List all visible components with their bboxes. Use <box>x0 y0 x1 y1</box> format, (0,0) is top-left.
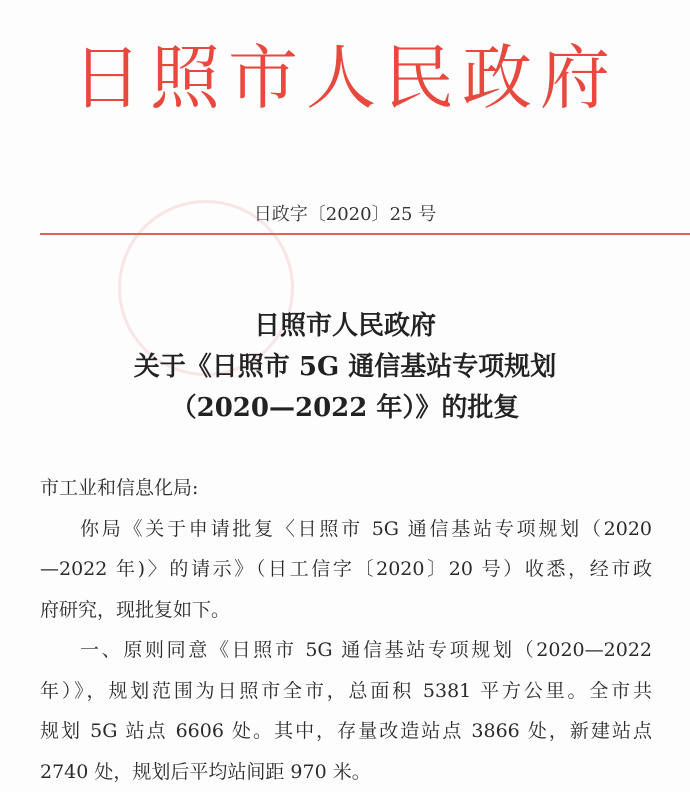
paragraph-1-line: 府研究，现批复如下。 <box>40 590 652 631</box>
paragraph-2-line: 年）》，规划范围为日照市全市，总面积 5381 平方公里。全市共 <box>40 671 652 712</box>
document-body <box>40 468 652 792</box>
paragraph-1-line: —2022 年)〉的请示》（日工信字〔2020〕20 号）收悉，经市政 <box>40 549 652 590</box>
document-title <box>0 306 690 429</box>
paragraph-2-line: 规划 5G 站点 6606 处。其中，存量改造站点 3866 处，新建站点 <box>40 711 652 752</box>
paragraph-1-line: 你局《关于申请批复〈日照市 5G 通信基站专项规划（2020 <box>40 509 652 550</box>
title-line-3: （2020—2022 年）》的批复 <box>0 388 690 429</box>
paragraph-2-line: 2740 处，规划后平均站间距 970 米。 <box>40 752 652 792</box>
document-number: 日政字〔2020〕25 号 <box>0 200 690 226</box>
masthead: 日照市人民政府 <box>0 28 690 128</box>
title-line-1: 日照市人民政府 <box>0 306 690 347</box>
title-line-2: 关于《日照市 5G 通信基站专项规划 <box>0 347 690 388</box>
paragraph-2-line: 一、原则同意《日照市 5G 通信基站专项规划（2020—2022 <box>40 630 652 671</box>
addressee: 市工业和信息化局: <box>40 468 652 509</box>
